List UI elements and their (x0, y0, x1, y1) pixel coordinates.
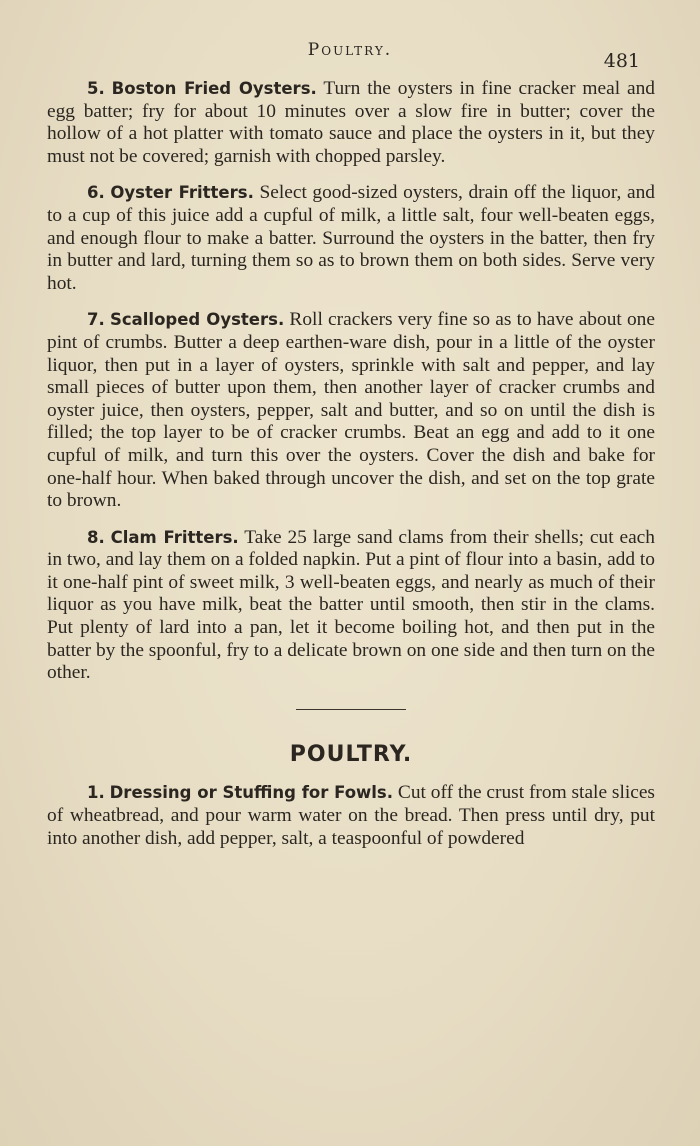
recipe-number: 8. (87, 527, 105, 547)
recipe-number: 6. (87, 183, 105, 203)
recipe-boston-fried-oysters (47, 78, 655, 168)
running-head: Poultry. (307, 40, 393, 60)
recipe-scalloped-oysters (47, 309, 655, 512)
recipe-title: Boston Fried Oysters. (111, 79, 317, 98)
page-body (47, 78, 655, 864)
recipe-text: Cut off the crust from stale slices of wheatbread, and pour warm water on the bread. Then press until dry, put into another dish, add pepper, salt, a teaspoonful of powdered (47, 782, 655, 849)
recipe-number: 7. (87, 310, 105, 330)
recipe-oyster-fritters (47, 182, 655, 295)
recipe-number: 1. (87, 783, 105, 803)
recipe-clam-fritters (47, 527, 655, 685)
section-divider (296, 709, 406, 710)
page-number: 481 (603, 50, 640, 72)
recipe-number: 5. (87, 79, 105, 98)
recipe-text: Turn the oysters in fine cracker meal and egg batter; fry for about 10 minutes over a slow fire in butter; cover the hollow of a hot platter with tomato sauce and place the oysters in it, but they must not be covered; garnish with chopped parsley. (47, 78, 655, 167)
recipe-title: Clam Fritters. (110, 527, 239, 547)
recipe-title: Dressing or Stuffing for Fowls. (109, 783, 394, 803)
recipe-title: Scalloped Oysters. (109, 310, 285, 330)
section-heading: POULTRY. (289, 741, 413, 767)
recipe-dressing-for-fowls (47, 782, 655, 850)
recipe-text: Roll crackers very fine so as to have about one pint of crumbs. Butter a deep earthen-ware dish, pour in a little of the oyster liquor, then put in a layer of oysters, sprinkle with salt and pepper, and lay small pieces of butter upon them, then another layer of cracker crumbs and oyster juice, then oysters, pepper, salt and butter, and so on until the dish is filled; the top layer to be of cracker crumbs. Beat an egg and add to it one cupful of milk, and turn this over the oysters. Cover the dish and bake for one-half hour. When baked through uncover the dish, and set on the top grate to brown. (47, 309, 655, 512)
recipe-title: Oyster Fritters. (110, 183, 254, 203)
recipe-text: Select good-sized oysters, drain off the liquor, and to a cup of this juice add a cupful of milk, a little salt, four well-beaten eggs, and enough flour to make a batter. Surround the oysters in the batter, then fry in butter and lard, turning them so as to brown them on both sides. Serve very hot. (47, 182, 655, 294)
recipe-text: Take 25 large sand clams from their shells; cut each in two, and lay them on a folded napkin. Put a pint of flour into a basin, add to it one-half pint of sweet milk, 3 well-beaten eggs, and nearly as much of their liquor as you have milk, beat the batter until smooth, then stir in the clams. Put plenty of lard into a pan, let it become boiling hot, and then put in the batter by the spoonful, fry to a delicate brown on one side and then turn on the other. (47, 526, 656, 684)
